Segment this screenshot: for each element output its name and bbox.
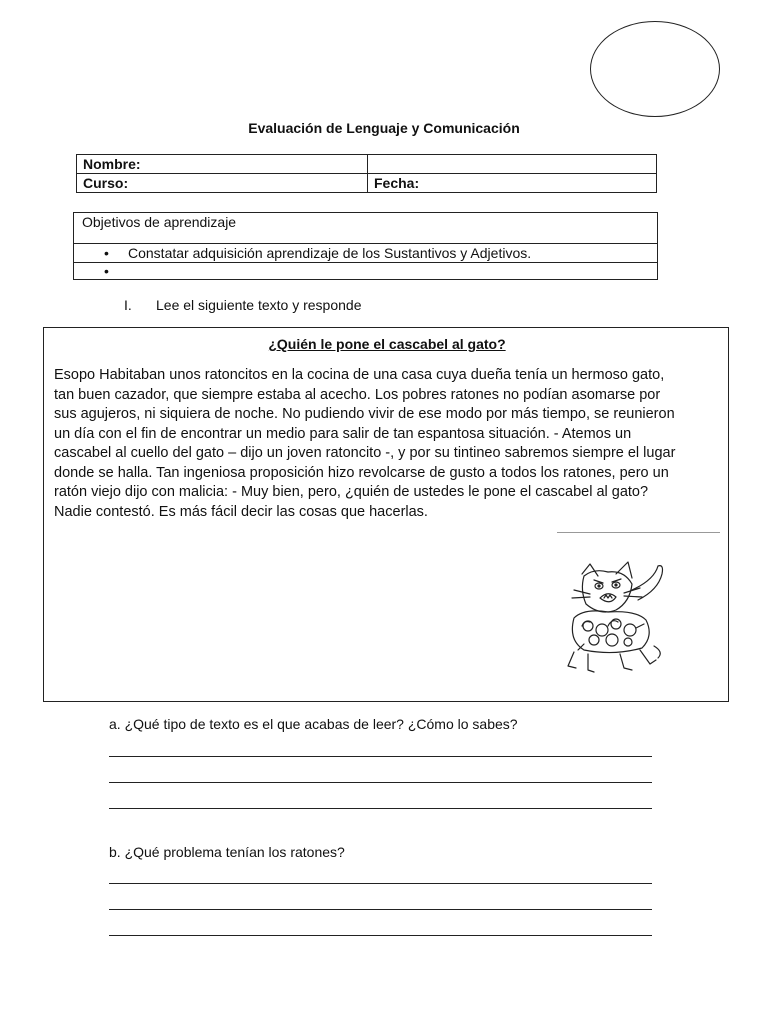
answer-line[interactable] xyxy=(109,808,652,809)
objective-item xyxy=(74,263,658,280)
story-line: Esopo Habitaban unos ratoncitos en la cocina de una casa cuya dueña tenía un hermoso gato, xyxy=(54,367,665,383)
name-label: Nombre: xyxy=(77,155,368,174)
student-info-table xyxy=(76,154,657,193)
story-text xyxy=(54,366,719,522)
bullet-icon: • xyxy=(104,263,109,279)
story-line: un día con el fin de encontrar un medio para salir de tan espantosa situación. - Atemos un xyxy=(54,425,632,442)
objective-text: Constatar adquisición aprendizaje de los Sustantivos y Adjetivos. xyxy=(128,245,532,261)
photo-oval xyxy=(590,21,720,117)
story-title: ¿Quién le pone el cascabel al gato? xyxy=(268,336,506,352)
reading-box xyxy=(43,327,729,702)
objectives-header: Objetivos de aprendizaje xyxy=(74,213,658,244)
question-a: a. ¿Qué tipo de texto es el que acabas de leer? ¿Cómo lo sabes? xyxy=(109,716,518,732)
story-line: Nadie contestó. Es más fácil decir las cosas que hacerlas. xyxy=(54,503,428,520)
objective-item xyxy=(74,244,658,263)
date-label: Fecha: xyxy=(368,174,657,193)
course-label: Curso: xyxy=(77,174,368,193)
story-line: donde se halla. Tan ingeniosa proposición hizo revolcarse de gusto a todos los ratones, pero un xyxy=(54,464,669,481)
divider xyxy=(557,532,720,533)
instruction xyxy=(124,297,361,313)
instruction-text: Lee el siguiente texto y responde xyxy=(156,297,362,313)
bullet-icon: • xyxy=(104,245,109,261)
story-line: cascabel al cuello del gato – dijo un joven ratoncito -, y por su tintineo sabremos siempre el lugar xyxy=(54,445,676,461)
cat-illustration-icon xyxy=(554,560,704,680)
answer-line[interactable] xyxy=(109,782,652,783)
story-line: tan buen cazador, que siempre estaba al acecho. Los pobres ratones no podían asomarse por xyxy=(54,386,661,403)
answer-line[interactable] xyxy=(109,935,652,936)
instruction-number: I. xyxy=(124,297,132,313)
question-b: b. ¿Qué problema tenían los ratones? xyxy=(109,844,345,860)
story-line: ratón viejo dijo con malicia: - Muy bien, pero, ¿quién de ustedes le pone el cascabel al gato? xyxy=(54,484,649,500)
page-title: Evaluación de Lenguaje y Comunicación xyxy=(248,120,520,136)
story-line: sus agujeros, ni siquiera de noche. No pudiendo vivir de ese modo por más tiempo, se reunieron xyxy=(54,406,675,422)
objectives-table xyxy=(73,212,658,280)
answer-line[interactable] xyxy=(109,909,652,910)
answer-line[interactable] xyxy=(109,883,652,884)
name-field[interactable] xyxy=(368,155,657,174)
answer-line[interactable] xyxy=(109,756,652,757)
